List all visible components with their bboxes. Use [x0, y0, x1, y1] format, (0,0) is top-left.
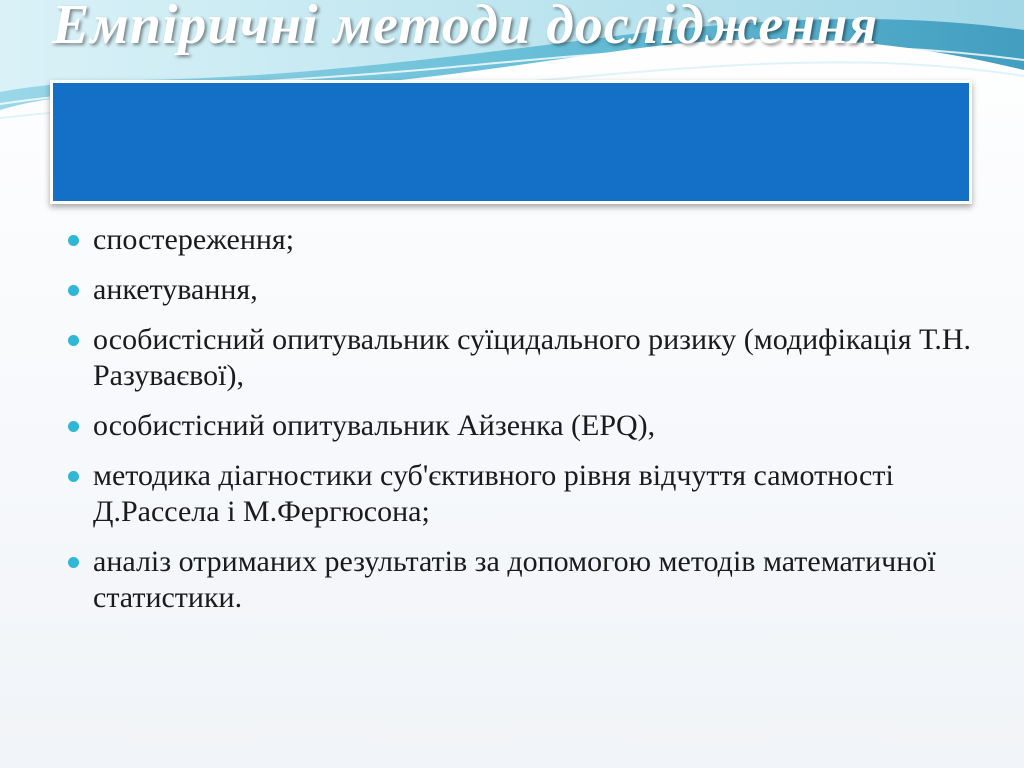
bullet-list — [60, 222, 980, 630]
bullet-icon — [68, 285, 79, 296]
bullet-icon — [68, 557, 79, 568]
bullet-icon — [68, 235, 79, 246]
list-item — [60, 458, 980, 530]
list-item-text: особистісний опитувальник суїцидального ризику (модифікація Т.Н. Разуваєвої), — [93, 323, 972, 392]
list-item-text: особистісний опитувальник Айзенка (EPQ), — [93, 409, 656, 442]
bullet-icon — [68, 335, 79, 346]
list-item-text: методика діагностики суб'єктивного рівня відчуття самотності Д.Рассела і М.Фергюсона; — [93, 459, 894, 528]
list-item — [60, 408, 980, 444]
list-item-text: анкетування, — [93, 273, 258, 306]
list-item — [60, 222, 980, 258]
list-item-text: спостереження; — [93, 223, 295, 256]
list-item-text: аналіз отриманих результатів за допомогою методів математичної статистики. — [93, 545, 936, 614]
bullet-icon — [68, 421, 79, 432]
list-item — [60, 272, 980, 308]
list-item — [60, 322, 980, 394]
bullet-icon — [68, 471, 79, 482]
list-item — [60, 544, 980, 616]
slide-title: Емпіричні методи дослідження — [52, 0, 879, 56]
title-box — [50, 80, 972, 204]
